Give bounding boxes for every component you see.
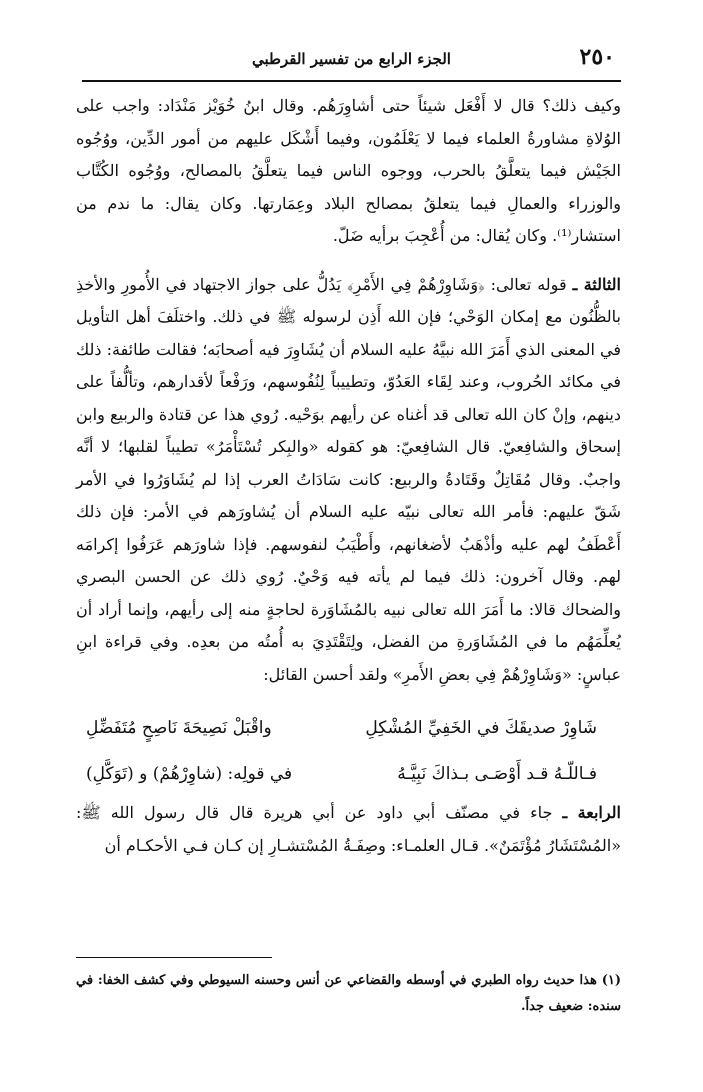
verse-line-1 xyxy=(76,705,621,751)
third-issue-text: قوله تعالى: ﴿وَشَاوِرْهُمْ فِي الأَمْرِ﴾ يَدُلُّ على جواز الاجتهاد في الأُمورِ والأخذِ بالظُّنُون مع إمكان الوَحْي؛ فإن الله أَذِن لرسوله ﷺ في ذلك. واختلَفَ أهل التأويل في المعنى الذي أَمَرَ الله نبيَّهُ عليه السلام أن يُشَاوِرَ فيه أصحابَه؛ فقالت طائفة: ذلك في مكائد الحُروب، وعند لِقَاء العَدُوّ، وتطييباً لِنُفُوسهم، ورَفْعاً لأقدارهم، وتألُّفاً على دينهم، وإنْ كان الله تعالى قد أغناه عن رأيهم بوَحْيه. رُوي هذا عن قتادة والربيع وابن إسحاق والشافِعيّ. قال الشافِعيّ: هو كقوله «والبِكر تُسْتَأْمَرُ» تطيباً لقلبها؛ لا أنَّه واجبٌ. وقال مُقَاتِلٌ وقَتَادةُ والربيع: كانت سَادَاتُ العرب إذا لم يُشَاوَرُوا في الأمر شَقّ عليهم: فأمر الله تعالى نبيّه عليه السلام أن يُشاورَهم في الأمر: فإن ذلك أَعْطَفُ لهم عليه وأذْهَبُ لأضغانهم، وأَطْيَبُ لنفوسهم. فإذا شاورَهم عَرَفُوا إكرامَه لهم. وقال آخرون: ذلك فيما لم يأته فيه وَحْيٌ. رُوي ذلك عن الحسن البصري والضحاك قالا: ما أَمَرَ الله تعالى نبيه بالمُشَاوَرة لحاجةٍ منه إلى رأيهم، وإنما أراد أن يُعلِّمَهُم ما في المُشَاوَرةِ من الفضل، ولِتَقْتَدِيَ به أُمتُه من بعدِه. وفي قراءة ابنِ عباسٍ: «وَشَاوِرْهُمْ فِي بعضِ الأَمرِ» ولقد أحسن القائل: xyxy=(76,274,622,684)
paragraph-gap xyxy=(76,253,621,269)
main-text xyxy=(76,90,621,862)
poem-verses xyxy=(76,705,621,797)
verse-1-first-hemistich: شَاوِرْ صديقَكَ في الخَفِيِّ المُشْكِلِ xyxy=(365,718,597,738)
page-header xyxy=(82,40,621,82)
fourth-issue-heading: الرابعة ـ xyxy=(562,803,621,822)
page-number: ٢٥٠ xyxy=(579,44,615,70)
running-title: الجزء الرابع من تفسير القرطبي xyxy=(252,50,451,68)
paragraph-third-issue xyxy=(76,269,621,692)
paragraph-continuation: وكيف ذلك؟ قال لا أَفْعَل شيئاً حتى أشاوِرَهُم. وقال ابنُ خُوَيْز مَنْدَاد: واجب على الوُلاةِ مشاورةُ العلماء فيما لا يَعْلَمُون، وفيما أَشْكَل عليهم من أمور الدِّين، ووُجُوه الجَيْش فيما يتعلَّقُ بالحرب، ووجوه الناس فيما يتعلَّقُ بالمصالح، ووُجُوه الكُتَّاب والوزراء والعمالِ فيما يتعلقُ بمصالح البلاد وعِمَارتها. وكان يقال: ما ندم من استشار⁽¹⁾. وكان يُقال: من أُعْجِبَ برأيه ضَلّ. xyxy=(76,96,621,245)
verse-2-second-hemistich: في قولِه: (شاوِرْهُمْ) و (تَوَكَّلِ) xyxy=(86,764,293,784)
footnote: (١) هذا حديث رواه الطبري في أوسطه والقضاعي عن أنس وحسنه السيوطي وفي كشف الخفا: في سنده: ضعيف جداً. xyxy=(76,973,621,1014)
footnote-separator xyxy=(76,957,272,958)
third-issue-heading: الثالثة ـ xyxy=(572,274,621,294)
verse-2-first-hemistich: فـاللّـهُ قـد أَوْصَـى بـذاكَ نَبِيَّـهُ xyxy=(397,764,597,784)
paragraph-fourth-issue xyxy=(76,797,621,862)
verse-1-second-hemistich: واقْبَلْ نَصِيحَةَ نَاصِحٍ مُتَفَضِّلِ xyxy=(86,718,272,738)
fourth-issue-text: جاء في مصنّف أبي داود عن أبي هريرة قال قال رسول الله ﷺ: «المُسْتَشَارُ مُؤْتَمَنٌ». قـال العلمـاء: وصِفَـةُ المُسْتشـارِ إن كـان فـي الأحكـام أن xyxy=(76,803,621,855)
verse-line-2 xyxy=(76,751,621,797)
